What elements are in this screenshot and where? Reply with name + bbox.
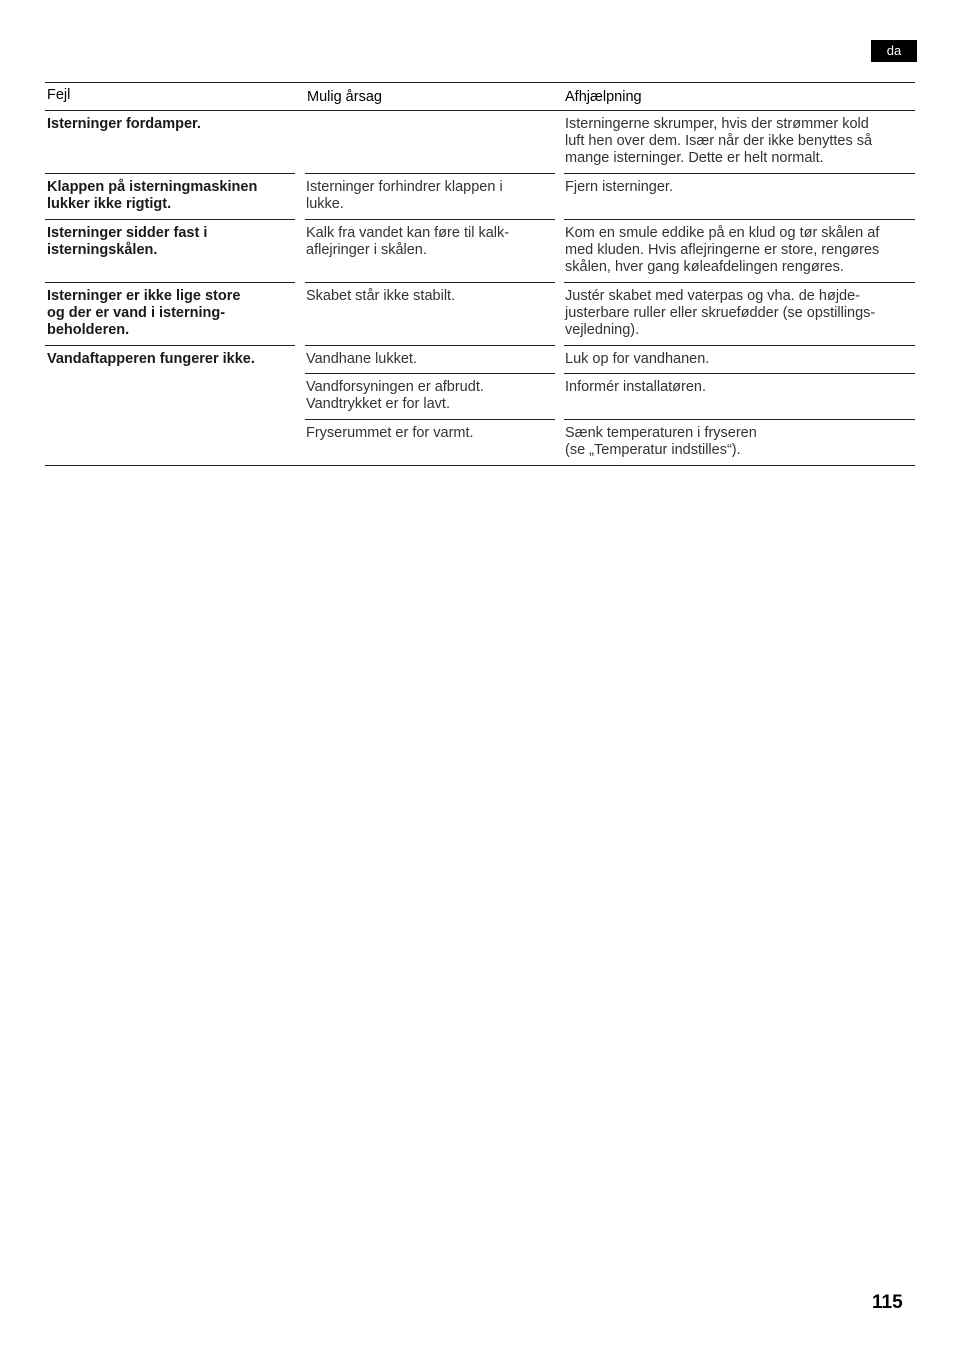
row-rule xyxy=(45,345,295,346)
header-cause: Mulig årsag xyxy=(307,89,382,105)
row-rule xyxy=(564,282,915,283)
header-rule xyxy=(45,110,915,111)
remedy-cell: Luk op for vandhanen. xyxy=(565,351,710,367)
fault-cell: Vandaftapperen fungerer ikke. xyxy=(47,351,255,367)
remedy-cell: Sænk temperaturen i fryseren (se „Temperatur indstilles“). xyxy=(565,425,757,458)
row-rule xyxy=(564,345,915,346)
remedy-cell: Fjern isterninger. xyxy=(565,179,673,195)
row-rule xyxy=(305,219,555,220)
row-rule xyxy=(305,173,555,174)
cause-cell: Isterninger forhindrer klappen i lukke. xyxy=(306,179,503,212)
row-rule xyxy=(45,173,295,174)
cause-cell: Skabet står ikke stabilt. xyxy=(306,288,456,304)
row-rule xyxy=(45,219,295,220)
table-bottom-rule xyxy=(45,465,915,466)
sub-row-rule xyxy=(564,419,915,420)
row-rule xyxy=(305,282,555,283)
remedy-cell: Informér installatøren. xyxy=(565,379,707,395)
row-rule xyxy=(305,345,555,346)
fault-cell: Isterninger sidder fast i isterningskålen. xyxy=(47,225,208,258)
row-rule xyxy=(564,173,915,174)
fault-cell: Klappen på isterningmaskinen lukker ikke rigtigt. xyxy=(47,179,258,212)
table-top-rule xyxy=(45,82,915,83)
sub-row-rule xyxy=(305,373,555,374)
cause-cell: Vandforsyningen er afbrudt. Vandtrykket er for lavt. xyxy=(306,379,484,412)
row-rule xyxy=(45,282,295,283)
remedy-cell: Kom en smule eddike på en klud og tør skålen af med kluden. Hvis aflejringerne er store, rengøres skålen, hver gang køleafdelingen rengøres. xyxy=(565,225,880,275)
remedy-cell: Justér skabet med vaterpas og vha. de højde- justerbare ruller eller skruefødder (se opstillings- vejledning). xyxy=(565,288,876,338)
sub-row-rule xyxy=(305,419,555,420)
cause-cell: Kalk fra vandet kan føre til kalk- aflejringer i skålen. xyxy=(306,225,510,258)
sub-row-rule xyxy=(564,373,915,374)
remedy-cell: Isterningerne skrumper, hvis der strømmer kold luft hen over dem. Især når der ikke benyttes så mange isterninger. Dette er helt normalt. xyxy=(565,116,873,166)
page-number: 115 xyxy=(872,1292,903,1313)
fault-cell: Isterninger er ikke lige store og der er vand i isterning- beholderen. xyxy=(47,288,241,338)
fault-cell: Isterninger fordamper. xyxy=(47,116,201,132)
language-badge: da xyxy=(871,40,917,62)
cause-cell: Fryserummet er for varmt. xyxy=(306,425,474,441)
header-fault: Fejl xyxy=(47,87,71,103)
header-remedy: Afhjælpning xyxy=(565,89,642,105)
cause-cell: Vandhane lukket. xyxy=(306,351,417,367)
row-rule xyxy=(564,219,915,220)
